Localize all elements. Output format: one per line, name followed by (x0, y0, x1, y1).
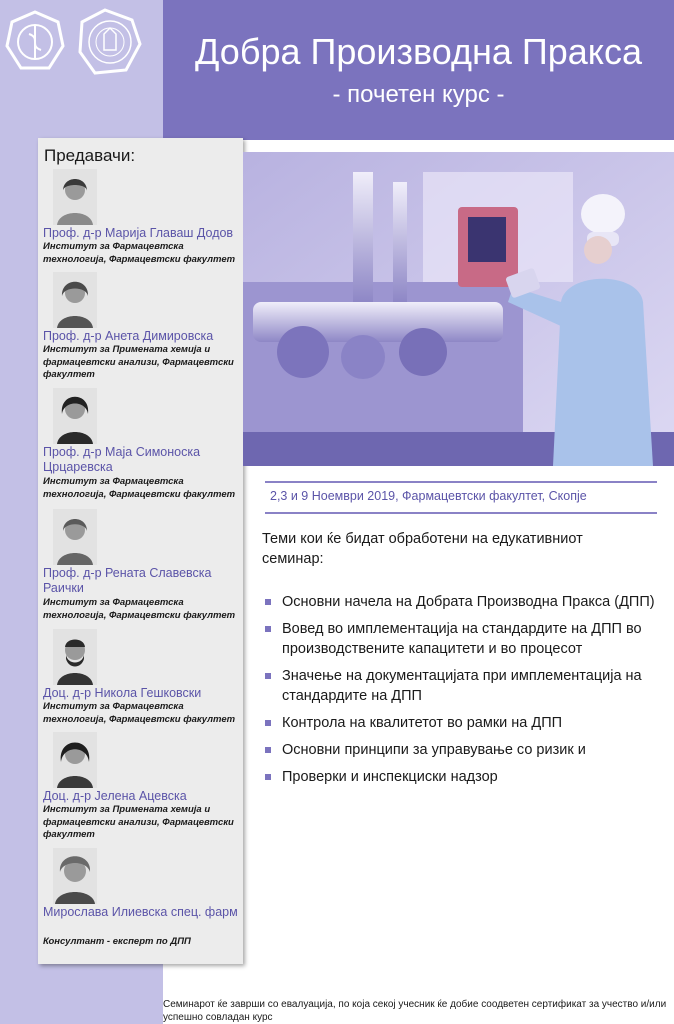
lecturer-name: Проф. д-р Анета Димировска (43, 329, 214, 343)
lecturer-affiliation: Институт за Фармацевтска технологија, Фармацевтски факултет (43, 701, 236, 725)
bullet-icon (265, 626, 271, 632)
avatar (53, 848, 97, 904)
footer-note: Семинарот ќе заврши со евалуација, по која секој учесник ќе добие соодветен сертификат за учество и/или успешно совладан курс (163, 999, 667, 1023)
list-item (262, 740, 667, 760)
bullet-icon (265, 673, 271, 679)
topic-text: Основни начела на Добрата Производна Пракса (ДПП) (282, 594, 655, 610)
lecturer-name: Мирослава Илиевска спец. фарм (43, 905, 238, 919)
avatar (53, 169, 97, 225)
topic-text: Основни принципи за управување со ризик и (282, 742, 586, 758)
production-facility-illustration (243, 152, 674, 466)
list-item (262, 619, 667, 659)
lecturers-panel (38, 138, 243, 964)
lecturer-affiliation: Консултант - експерт по ДПП (43, 936, 191, 947)
lecturer-name: Проф. д-р Рената Славевска Раички (43, 566, 212, 595)
topic-text: Проверки и инспекциски надзор (282, 769, 498, 785)
divider (265, 481, 657, 483)
page-title: Добра Производна Пракса (195, 31, 642, 72)
lecturer-affiliation: Институт за Фармацевтска технологија, Фармацевтски факултет (43, 476, 236, 500)
bullet-icon (265, 720, 271, 726)
topic-text: Контрола на квалитетот во рамки на ДПП (282, 715, 563, 731)
topic-text: Значење на документацијата при имплементација на стандардите на ДПП (282, 668, 642, 704)
page-subtitle: - почетен курс - (332, 81, 505, 108)
lecturer-name: Проф. д-р Маја Симоноска Црцаревска (43, 445, 201, 474)
bullet-icon (265, 599, 271, 605)
avatar (53, 272, 97, 328)
lecturer-name: Доц. д-р Јелена Ацевска (43, 789, 187, 803)
topics-intro: Теми кои ќе бидат обработени на едукативниот семинар: (262, 531, 583, 567)
event-date-place: 2,3 и 9 Ноември 2019, Фармацевтски факултет, Скопје (270, 489, 587, 503)
lecturers-heading: Предавачи: (44, 146, 136, 165)
topics-list (262, 592, 667, 794)
lecturer-affiliation: Институт за Фармацевтска технологија, Фармацевтски факултет (43, 597, 236, 621)
list-item (262, 713, 667, 733)
bullet-icon (265, 774, 271, 780)
lecturer-name: Проф. д-р Марија Главаш Додов (43, 226, 234, 240)
avatar (53, 509, 97, 565)
topic-text: Вовед во имплементација на стандардите на ДПП во производствените капацитети и во процесот (282, 621, 642, 657)
avatar (53, 388, 97, 444)
lecturer-name: Доц. д-р Никола Гешковски (43, 686, 202, 700)
avatar (53, 629, 97, 685)
lecturer-affiliation: Институт за Примената хемија и фармацевтски анализи, Фармацевтски факултет (43, 804, 234, 840)
lecturer-affiliation: Институт за Фармацевтска технологија, Фармацевтски факултет (43, 241, 236, 265)
list-item (262, 666, 667, 706)
divider (265, 512, 657, 514)
avatar (53, 732, 97, 788)
list-item (262, 592, 667, 612)
university-seal-icon (80, 10, 140, 73)
list-item (262, 767, 667, 787)
lecturer-affiliation: Институт за Примената хемија и фармацевтски анализи, Фармацевтски факултет (43, 344, 234, 380)
logos (0, 0, 163, 100)
bullet-icon (265, 747, 271, 753)
hero-image (243, 152, 674, 466)
faculty-logo-icon (7, 12, 63, 68)
